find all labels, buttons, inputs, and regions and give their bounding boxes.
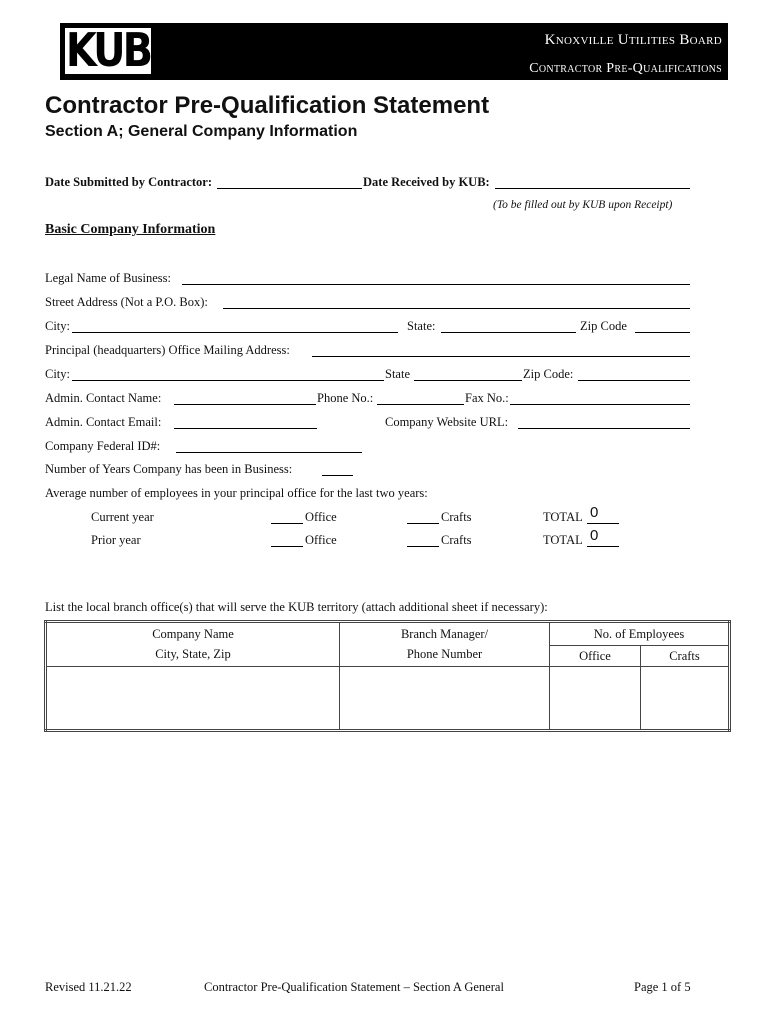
current-year-label: Current year: [91, 510, 154, 524]
mailing-label: Principal (headquarters) Office Mailing Address:: [45, 343, 290, 357]
branch-company-cell[interactable]: [46, 667, 340, 731]
zip1-field[interactable]: [635, 332, 690, 333]
prior-office-field[interactable]: [271, 546, 303, 547]
state2-label: State: [385, 367, 410, 381]
website-field[interactable]: [518, 428, 690, 429]
prior-office-label: Office: [305, 533, 337, 547]
branch-intro: List the local branch office(s) that will serve the KUB territory (attach additional sheet if necessary):: [45, 600, 548, 614]
admin-email-field[interactable]: [174, 428, 317, 429]
legal-name-field[interactable]: [182, 284, 690, 285]
page-title: Contractor Pre-Qualification Statement: [45, 92, 490, 119]
footer-revised: Revised 11.21.22: [45, 980, 132, 994]
zip2-label: Zip Code:: [523, 367, 574, 381]
kub-logo: [63, 26, 153, 76]
page-subtitle: Section A; General Company Information: [45, 123, 358, 140]
logo-text: KUB: [65, 24, 151, 78]
city2-field[interactable]: [72, 380, 384, 381]
admin-email-label: Admin. Contact Email:: [45, 415, 162, 429]
org-name: Knoxville Utilities Board: [544, 32, 722, 48]
federal-id-field[interactable]: [176, 452, 362, 453]
zip1-label: Zip Code: [580, 319, 627, 333]
mailing-field[interactable]: [312, 356, 690, 357]
state2-field[interactable]: [414, 380, 522, 381]
date-received-label: Date Received by KUB:: [363, 175, 490, 189]
current-crafts-field[interactable]: [407, 523, 439, 524]
employees-crafts-header: Crafts: [641, 646, 730, 667]
website-label: Company Website URL:: [385, 415, 509, 429]
prior-total-field[interactable]: [587, 546, 619, 547]
street-field[interactable]: [223, 308, 690, 309]
branch-manager-cell[interactable]: [340, 667, 550, 731]
state1-field[interactable]: [441, 332, 576, 333]
date-submitted-label: Date Submitted by Contractor:: [45, 175, 212, 189]
employees-office-header: Office: [550, 646, 641, 667]
federal-id-label: Company Federal ID#:: [45, 439, 161, 453]
footer-page-number: Page 1 of 5: [634, 980, 691, 994]
branch-manager-header-line1: Branch Manager/: [400, 627, 489, 641]
current-total-value: 0: [590, 504, 599, 521]
branch-office-count-cell[interactable]: [550, 667, 641, 731]
prior-total-label: TOTAL: [543, 533, 583, 547]
basic-info-heading: Basic Company Information: [45, 222, 216, 237]
current-crafts-label: Crafts: [441, 510, 472, 524]
street-label: Street Address (Not a P.O. Box):: [45, 295, 208, 309]
admin-name-field[interactable]: [174, 404, 316, 405]
city2-label: City:: [45, 367, 71, 381]
date-submitted-field[interactable]: [217, 188, 362, 189]
phone-field[interactable]: [377, 404, 464, 405]
avg-employees-label: Average number of employees in your principal office for the last two years:: [45, 486, 428, 500]
employees-header: No. of Employees: [550, 622, 730, 646]
branch-office-table: [44, 620, 731, 732]
current-total-field[interactable]: [587, 523, 619, 524]
legal-name-label: Legal Name of Business:: [45, 271, 172, 285]
branch-manager-header-line2: Phone Number: [406, 647, 483, 661]
phone-label: Phone No.:: [317, 391, 374, 405]
receipt-note: (To be filled out by KUB upon Receipt): [493, 199, 673, 211]
company-name-header-line1: Company Name: [152, 627, 234, 641]
fax-label: Fax No.:: [465, 391, 509, 405]
prior-crafts-label: Crafts: [441, 533, 472, 547]
city1-field[interactable]: [72, 332, 398, 333]
current-total-label: TOTAL: [543, 510, 583, 524]
dept-name: Contractor Pre-Qualifications: [529, 61, 722, 76]
prior-total-value: 0: [590, 527, 599, 544]
city1-label: City:: [45, 319, 71, 333]
date-received-field[interactable]: [495, 188, 690, 189]
current-office-label: Office: [305, 510, 337, 524]
branch-crafts-count-cell[interactable]: [641, 667, 730, 731]
years-label: Number of Years Company has been in Business:: [45, 462, 293, 476]
admin-name-label: Admin. Contact Name:: [45, 391, 162, 405]
prior-crafts-field[interactable]: [407, 546, 439, 547]
years-field[interactable]: [322, 475, 353, 476]
fax-field[interactable]: [510, 404, 690, 405]
branch-manager-header: [340, 622, 550, 667]
company-name-header-line2: City, State, Zip: [155, 647, 231, 661]
state1-label: State:: [407, 319, 436, 333]
footer-title: Contractor Pre-Qualification Statement – Section A General: [204, 980, 504, 994]
zip2-field[interactable]: [578, 380, 690, 381]
current-office-field[interactable]: [271, 523, 303, 524]
company-name-header: [46, 622, 340, 667]
prior-year-label: Prior year: [91, 533, 141, 547]
